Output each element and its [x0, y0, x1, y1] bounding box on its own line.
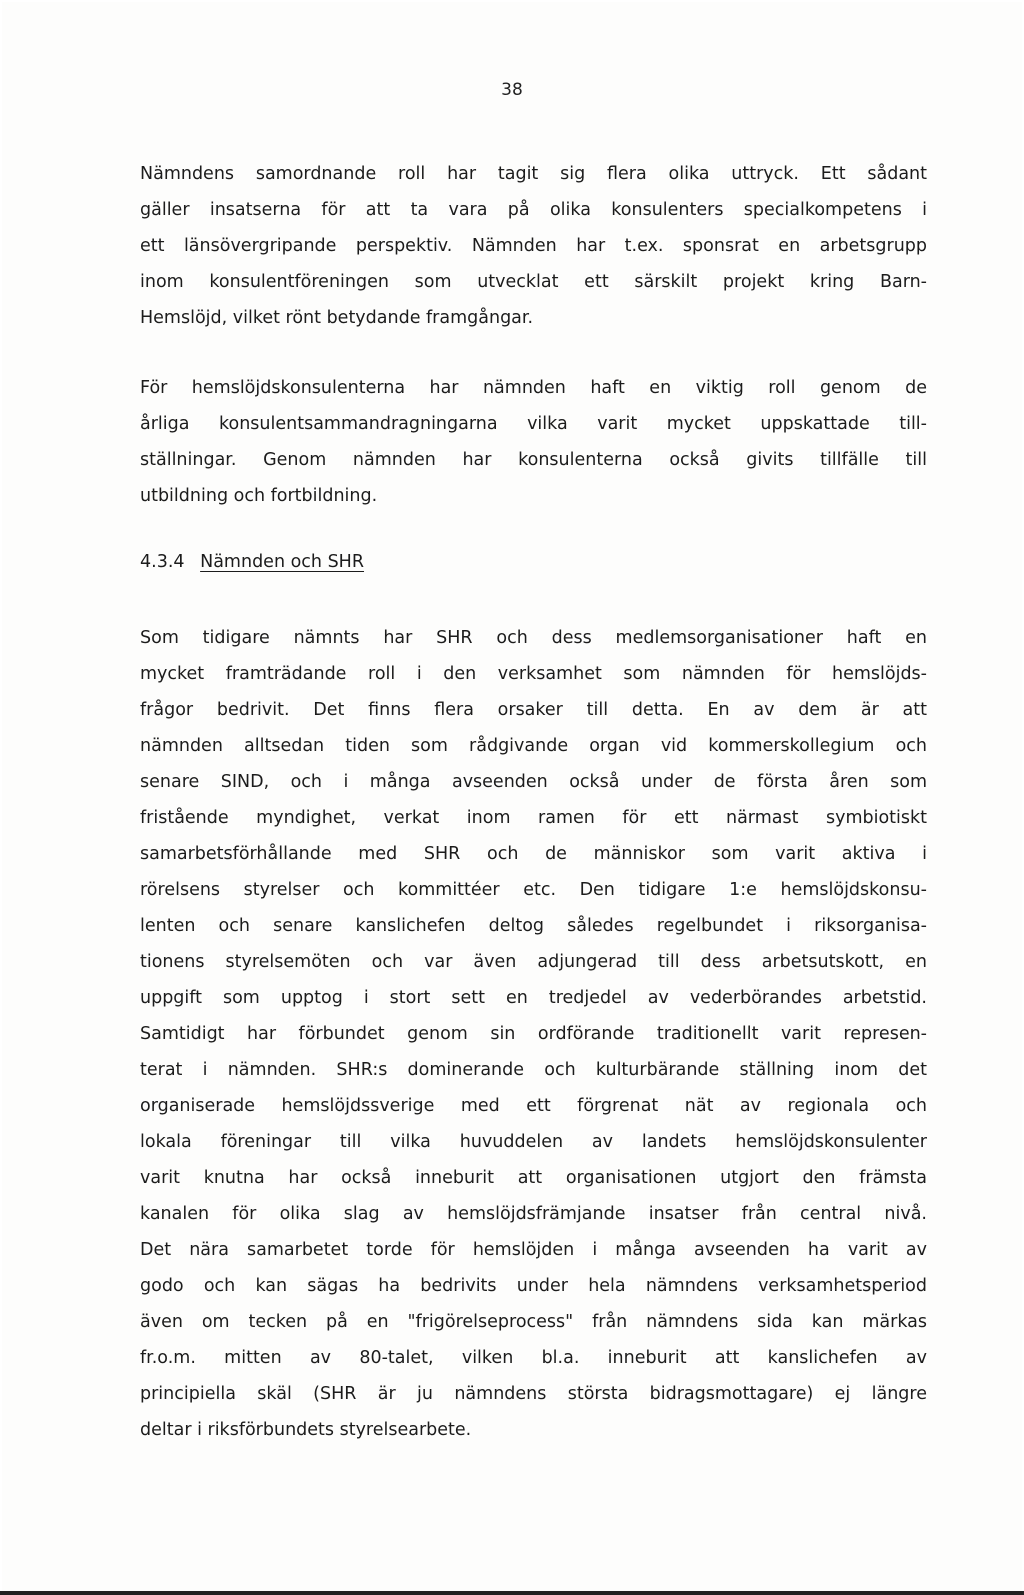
text-line: senare SIND, och i många avseenden också under de första åren som	[140, 772, 927, 792]
text-line: inom konsulentföreningen som utvecklat ett särskilt projekt kring Barn-	[140, 272, 927, 292]
text-line: Nämndens samordnande roll har tagit sig flera olika uttryck. Ett sådant	[140, 164, 927, 184]
text-line: årliga konsulentsammandragningarna vilka varit mycket uppskattade till-	[140, 414, 927, 434]
paragraph-3	[140, 620, 927, 1448]
text-line: ett länsövergripande perspektiv. Nämnden har t.ex. sponsrat en arbetsgrupp	[140, 236, 927, 256]
text-line: fristående myndighet, verkat inom ramen för ett närmast symbiotiskt	[140, 808, 927, 828]
text-line: nämnden alltsedan tiden som rådgivande organ vid kommerskollegium och	[140, 736, 927, 756]
text-line: För hemslöjdskonsulenterna har nämnden haft en viktig roll genom de	[140, 378, 927, 398]
text-line: uppgift som upptog i stort sett en tredjedel av vederbörandes arbetstid.	[140, 988, 927, 1008]
text-line: lokala föreningar till vilka huvuddelen av landets hemslöjdskonsulenter	[140, 1132, 927, 1152]
text-line: gäller insatserna för att ta vara på olika konsulenters specialkompetens i	[140, 200, 927, 220]
text-line: Samtidigt har förbundet genom sin ordförande traditionellt varit represen-	[140, 1024, 927, 1044]
text-line: principiella skäl (SHR är ju nämndens största bidragsmottagare) ej längre	[140, 1384, 927, 1404]
paragraph-2	[140, 370, 927, 514]
text-line: deltar i riksförbundets styrelsearbete.	[140, 1420, 472, 1440]
text-line: mycket framträdande roll i den verksamhet som nämnden för hemslöjds-	[140, 664, 927, 684]
text-line: kanalen för olika slag av hemslöjdsfrämjande insatser från central nivå.	[140, 1204, 927, 1224]
section-number: 4.3.4	[140, 552, 185, 572]
text-line: fr.o.m. mitten av 80-talet, vilken bl.a. inneburit att kanslichefen av	[140, 1348, 927, 1368]
text-line: ställningar. Genom nämnden har konsulenterna också givits tillfälle till	[140, 450, 927, 470]
paragraph-1	[140, 156, 927, 336]
text-line: Hemslöjd, vilket rönt betydande framgångar.	[140, 308, 534, 328]
page-number: 38	[501, 80, 523, 100]
text-line: Det nära samarbetet torde för hemslöjden i många avseenden ha varit av	[140, 1240, 927, 1260]
text-line: organiserade hemslöjdssverige med ett förgrenat nät av regionala och	[140, 1096, 927, 1116]
scan-edge	[0, 1591, 1024, 1595]
text-line: terat i nämnden. SHR:s dominerande och kulturbärande ställning inom det	[140, 1060, 927, 1080]
text-line: utbildning och fortbildning.	[140, 486, 378, 506]
text-line: Som tidigare nämnts har SHR och dess medlemsorganisationer haft en	[140, 628, 927, 648]
text-line: samarbetsförhållande med SHR och de människor som varit aktiva i	[140, 844, 927, 864]
text-line: frågor bedrivit. Det finns flera orsaker till detta. En av dem är att	[140, 700, 927, 720]
section-title: Nämnden och SHR	[200, 552, 365, 572]
text-line: lenten och senare kanslichefen deltog således regelbundet i riksorganisa-	[140, 916, 927, 936]
section-heading	[140, 552, 364, 572]
text-line: godo och kan sägas ha bedrivits under hela nämndens verksamhetsperiod	[140, 1276, 927, 1296]
text-line: även om tecken på en "frigörelseprocess" från nämndens sida kan märkas	[140, 1312, 927, 1332]
text-line: tionens styrelsemöten och var även adjungerad till dess arbetsutskott, en	[140, 952, 927, 972]
text-line: varit knutna har också inneburit att organisationen utgjort den främsta	[140, 1168, 927, 1188]
text-line: rörelsens styrelser och kommittéer etc. Den tidigare 1:e hemslöjdskonsu-	[140, 880, 927, 900]
